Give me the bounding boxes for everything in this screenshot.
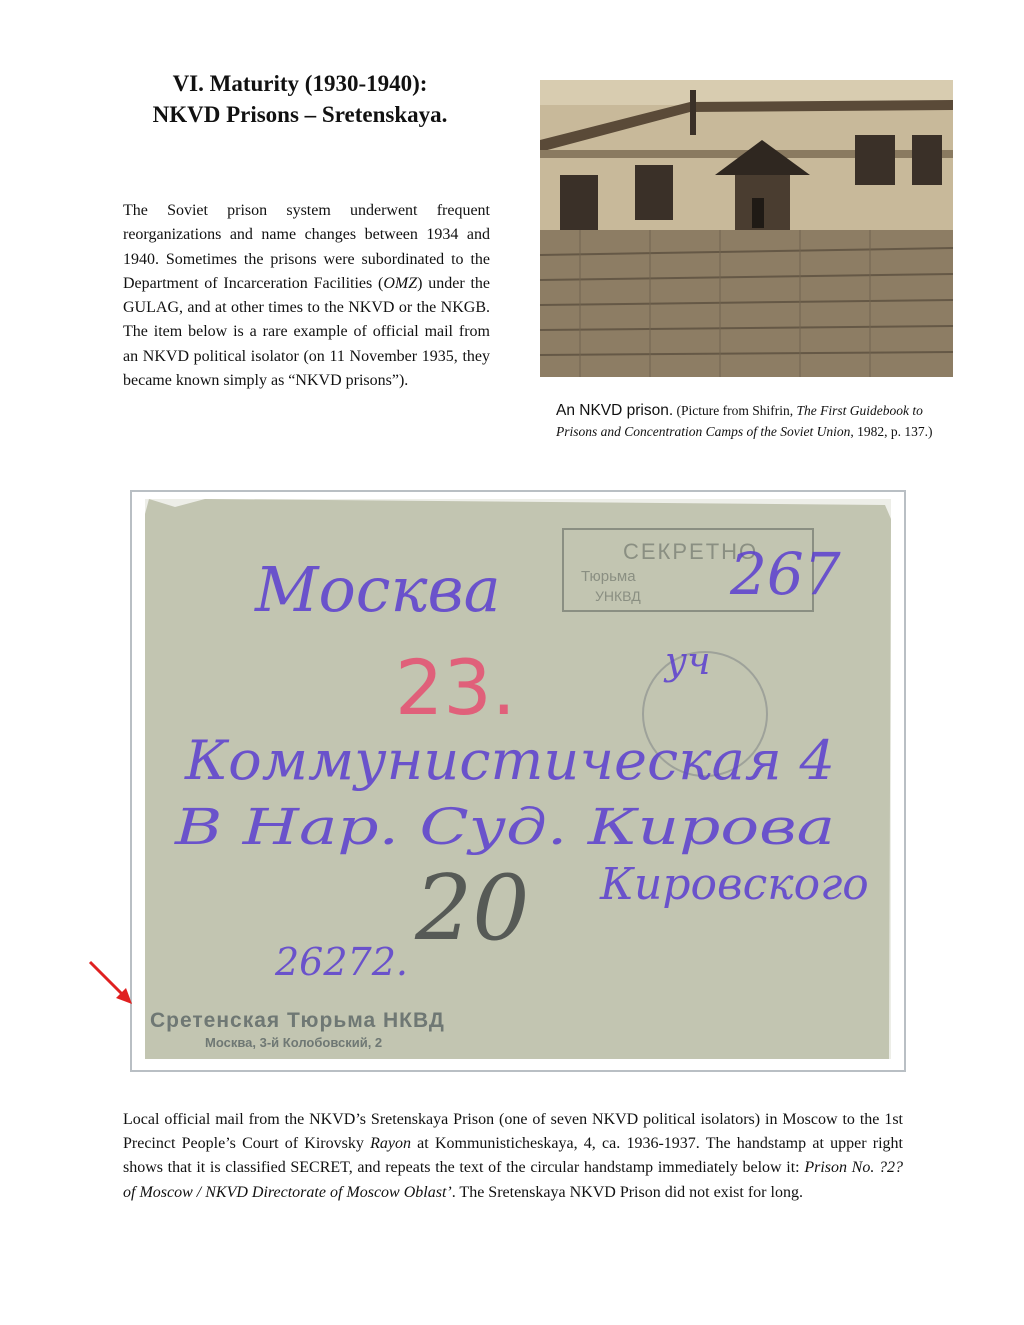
envelope-cover <box>145 499 891 1059</box>
photo-caption-book-title: The First Guidebook to Prisons and Concentration Camps of the Soviet Union <box>556 403 923 439</box>
handwriting-addressee: Коммунистическая 4 <box>183 729 835 792</box>
title-line-2: NKVD Prisons – Sretenskaya. <box>152 102 448 127</box>
cover-image-frame <box>130 490 906 1072</box>
red-number: 23. <box>395 643 516 732</box>
secret-stamp-line-3: УНКВД <box>595 588 641 604</box>
secret-stamp-line-1: СЕКРЕТНО <box>623 539 759 564</box>
cover-caption <box>123 1108 903 1205</box>
handwriting-line-2: В Нар. Суд. Кирова <box>173 798 836 856</box>
sretenskaya-handstamp: Сретенская Тюрьма НКВД <box>150 1009 445 1032</box>
caption-text-2: at Kommunisticheskaya, 4, ca. 1936-1937. The handstamp at upper right shows that it is classified SECRET, and repeats the text of the circular handstamp immediately below it: <box>123 1135 903 1177</box>
handwriting-recipient: Кировского <box>600 859 869 910</box>
handwriting-line3: уч <box>665 639 711 683</box>
handwriting-city: Москва <box>255 553 501 626</box>
photo-caption-lead: An NKVD prison. <box>556 402 674 419</box>
prison-photo <box>540 80 953 377</box>
page-title <box>100 68 500 130</box>
caption-rayon: Rayon <box>370 1135 411 1153</box>
photo-caption <box>556 400 936 442</box>
handwriting-number-right: 267 <box>730 540 841 608</box>
intro-text-1: The Soviet prison system underwent frequent reorganizations and name changes between 1934 and 1940. Sometimes the prisons were subordinated to the Department of Incarceration Facilities ( <box>123 202 490 292</box>
secret-stamp-line-2: Тюрьма <box>581 568 636 585</box>
photo-caption-source-end: , 1982, p. 137.) <box>850 424 933 439</box>
caption-text-3: . The Sretenskaya NKVD Prison did not exist for long. <box>451 1183 803 1201</box>
caption-quote: Prison No. ?2? of Moscow / NKVD Directorate of Moscow Oblast’ <box>123 1159 904 1201</box>
caption-text-1: Local official mail from the NKVD’s Sretenskaya Prison (one of seven NKVD political isolators) in Moscow to the 1st Precinct People’s Court of Kirovsky <box>123 1111 903 1153</box>
intro-omz: OMZ <box>383 274 418 292</box>
handwriting-scrawl: 20 <box>415 856 530 961</box>
red-arrow-icon <box>86 958 136 1008</box>
title-line-1: VI. Maturity (1930-1940): <box>172 71 428 96</box>
intro-text-2: ) under the GULAG, and at other times to the NKVD or the NKGB. The item below is a rare example of official mail from an NKVD political isolator (on 11 November 1935, they became known simply as “NKVD prisons”). <box>123 274 490 390</box>
sretenskaya-handstamp-address: Москва, 3-й Колобовский, 2 <box>205 1035 383 1050</box>
intro-paragraph <box>123 199 490 393</box>
photo-caption-source: (Picture from Shifrin, <box>673 403 797 418</box>
handwriting-ref: 26272. <box>275 940 408 984</box>
